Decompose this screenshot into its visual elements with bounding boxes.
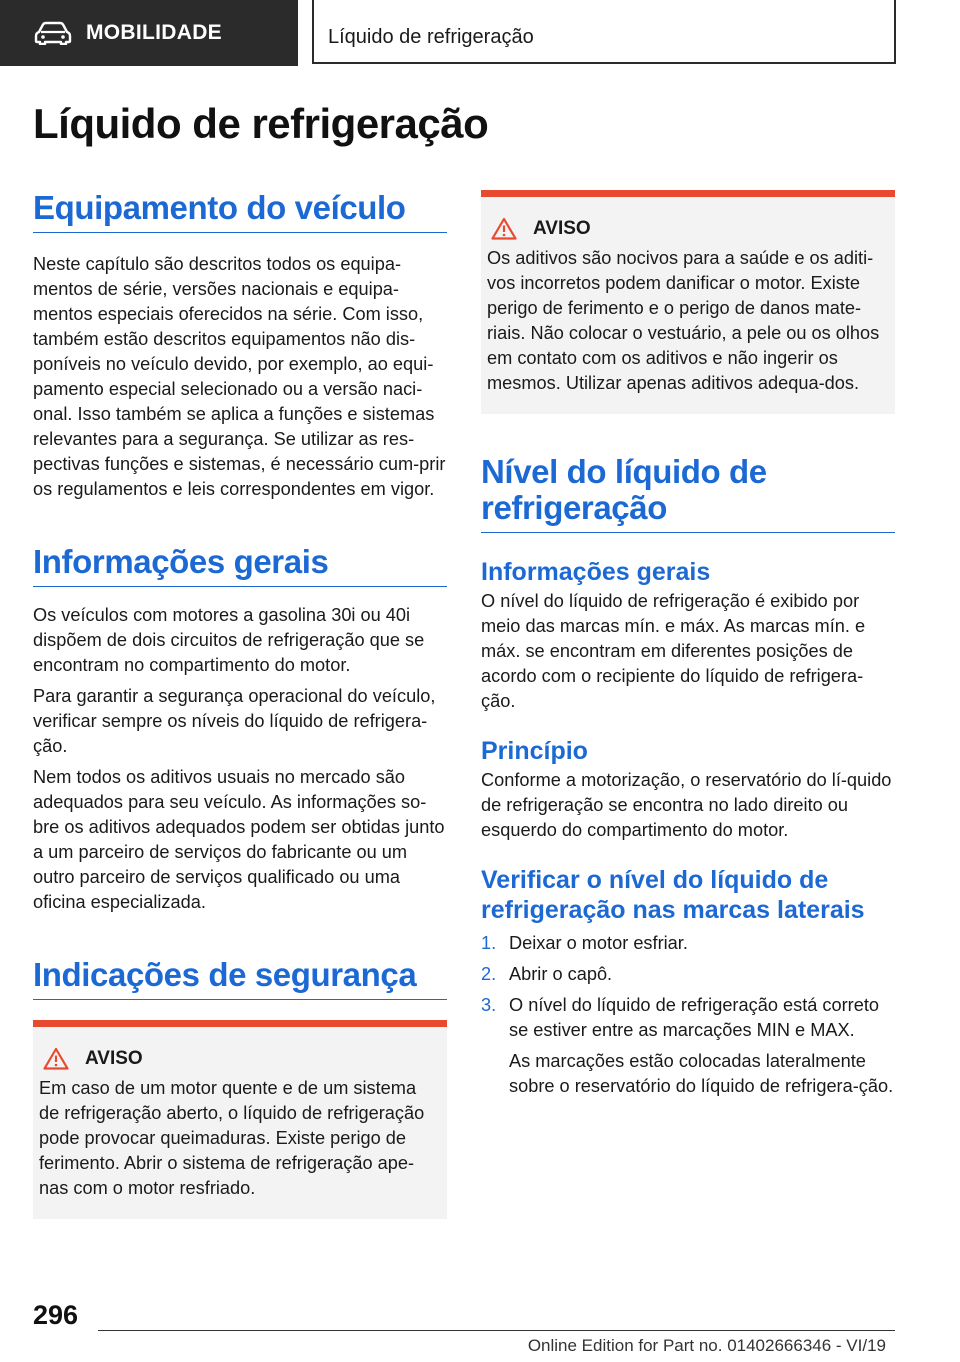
edition-note: Online Edition for Part no. 01402666346 - VI/19: [527, 1336, 886, 1355]
step-number: 2.: [481, 964, 497, 984]
section-label: MOBILIDADE: [86, 21, 222, 44]
heading-equipment: Equipamento do veículo: [33, 190, 447, 233]
list-item: [481, 931, 895, 956]
step-text: Abrir o capô.: [509, 964, 613, 984]
footer-divider: [98, 1330, 895, 1331]
safety-warning-box: [33, 1020, 447, 1219]
warning-title: AVISO: [533, 217, 591, 239]
warning-header: [43, 1047, 439, 1070]
warning-text: Os aditivos são nocivos para a saúde e os aditi-vos incorretos podem danificar o motor. Existe perigo de ferimento e o perigo de danos mate-riais. Não colocar o vestuário, a pele ou os olhos em contato com os aditivos e não ingerir os mesmos. Utilizar apenas aditivos adequa-dos.: [487, 248, 880, 393]
heading-check-level: Verificar o nível do líquido de refrigeração nas marcas laterais: [481, 866, 865, 924]
general-info-p1: Os veículos com motores a gasolina 30i ou 40i dispõem de dois circuitos de refrigeração que se encontram no compartimento do motor.: [33, 605, 425, 675]
additives-warning-box: [481, 190, 895, 414]
equipment-text: Neste capítulo são descritos todos os equipa-mentos de série, versões nacionais e equipa-mentos especiais oferecidos na série. Com isso, também estão descritos equipamentos não dis-poníveis no veículo devido, por exemplo, ao equi-pamento especial selecionado ou a versão naci-onal. Isso também se aplica a funções e sistemas relevantes para a segurança. Se utilizar as res-pectivas funções e sistemas, é necessário cum-prir os regulamentos e leis correspondentes em vigor.: [33, 254, 446, 499]
heading-safety: Indicações de segurança: [33, 957, 447, 1000]
breadcrumb: Líquido de refrigeração: [312, 0, 896, 64]
page-header: [0, 0, 960, 66]
heading-general-info-sub: Informações gerais: [481, 558, 711, 586]
warning-title: AVISO: [85, 1047, 143, 1069]
step-text: Deixar o motor esfriar.: [509, 933, 688, 953]
steps-list: [481, 931, 895, 1043]
general-info-p2: Para garantir a segurança operacional do veículo, verificar sempre os níveis do líquido de refrigera-ção.: [33, 686, 436, 756]
step-number: 1.: [481, 933, 497, 953]
warning-header: [491, 217, 887, 240]
list-item: [481, 962, 895, 987]
warning-icon: [43, 1047, 69, 1070]
step-note: As marcações estão colocadas lateralmente sobre o reservatório do líquido de refrigera-ção.: [509, 1051, 894, 1096]
level-info-text: O nível do líquido de refrigeração é exibido por meio das marcas mín. e máx. As marcas mín. e máx. se encontram em diferentes posições de acordo com o recipiente do líquido de refrigera-ção.: [481, 591, 866, 711]
general-info-p3: Nem todos os aditivos usuais no mercado são adequados para seu veículo. As informações so-bre os aditivos adequados podem ser obtidas junto a um parceiro de serviços do fabricante ou um outro parceiro de serviços qualificado ou uma oficina especializada.: [33, 767, 445, 912]
warning-icon: [491, 217, 517, 240]
page-title: Líquido de refrigeração: [33, 100, 489, 147]
list-item: [481, 993, 895, 1043]
heading-coolant-level: Nível do líquido de refrigeração: [481, 454, 895, 533]
principle-text: Conforme a motorização, o reservatório do lí-quido de refrigeração se encontra no lado direito ou esquerdo do compartimento do motor.: [481, 770, 892, 840]
step-number: 3.: [481, 995, 497, 1015]
heading-principle: Princípio: [481, 737, 588, 765]
page-number: 296: [33, 1300, 79, 1330]
step-text: O nível do líquido de refrigeração está correto se estiver entre as marcações MIN e MAX.: [509, 995, 880, 1040]
right-column: [481, 190, 895, 1099]
section-tab[interactable]: [0, 0, 298, 66]
car-icon: [34, 21, 72, 45]
left-column: [33, 190, 447, 1219]
heading-general-info: Informações gerais: [33, 544, 447, 587]
warning-text: Em caso de um motor quente e de um sistema de refrigeração aberto, o líquido de refrigeração pode provocar queimaduras. Existe perigo de ferimento. Abrir o sistema de refrigeração ape-nas com o motor resfriado.: [39, 1078, 425, 1198]
